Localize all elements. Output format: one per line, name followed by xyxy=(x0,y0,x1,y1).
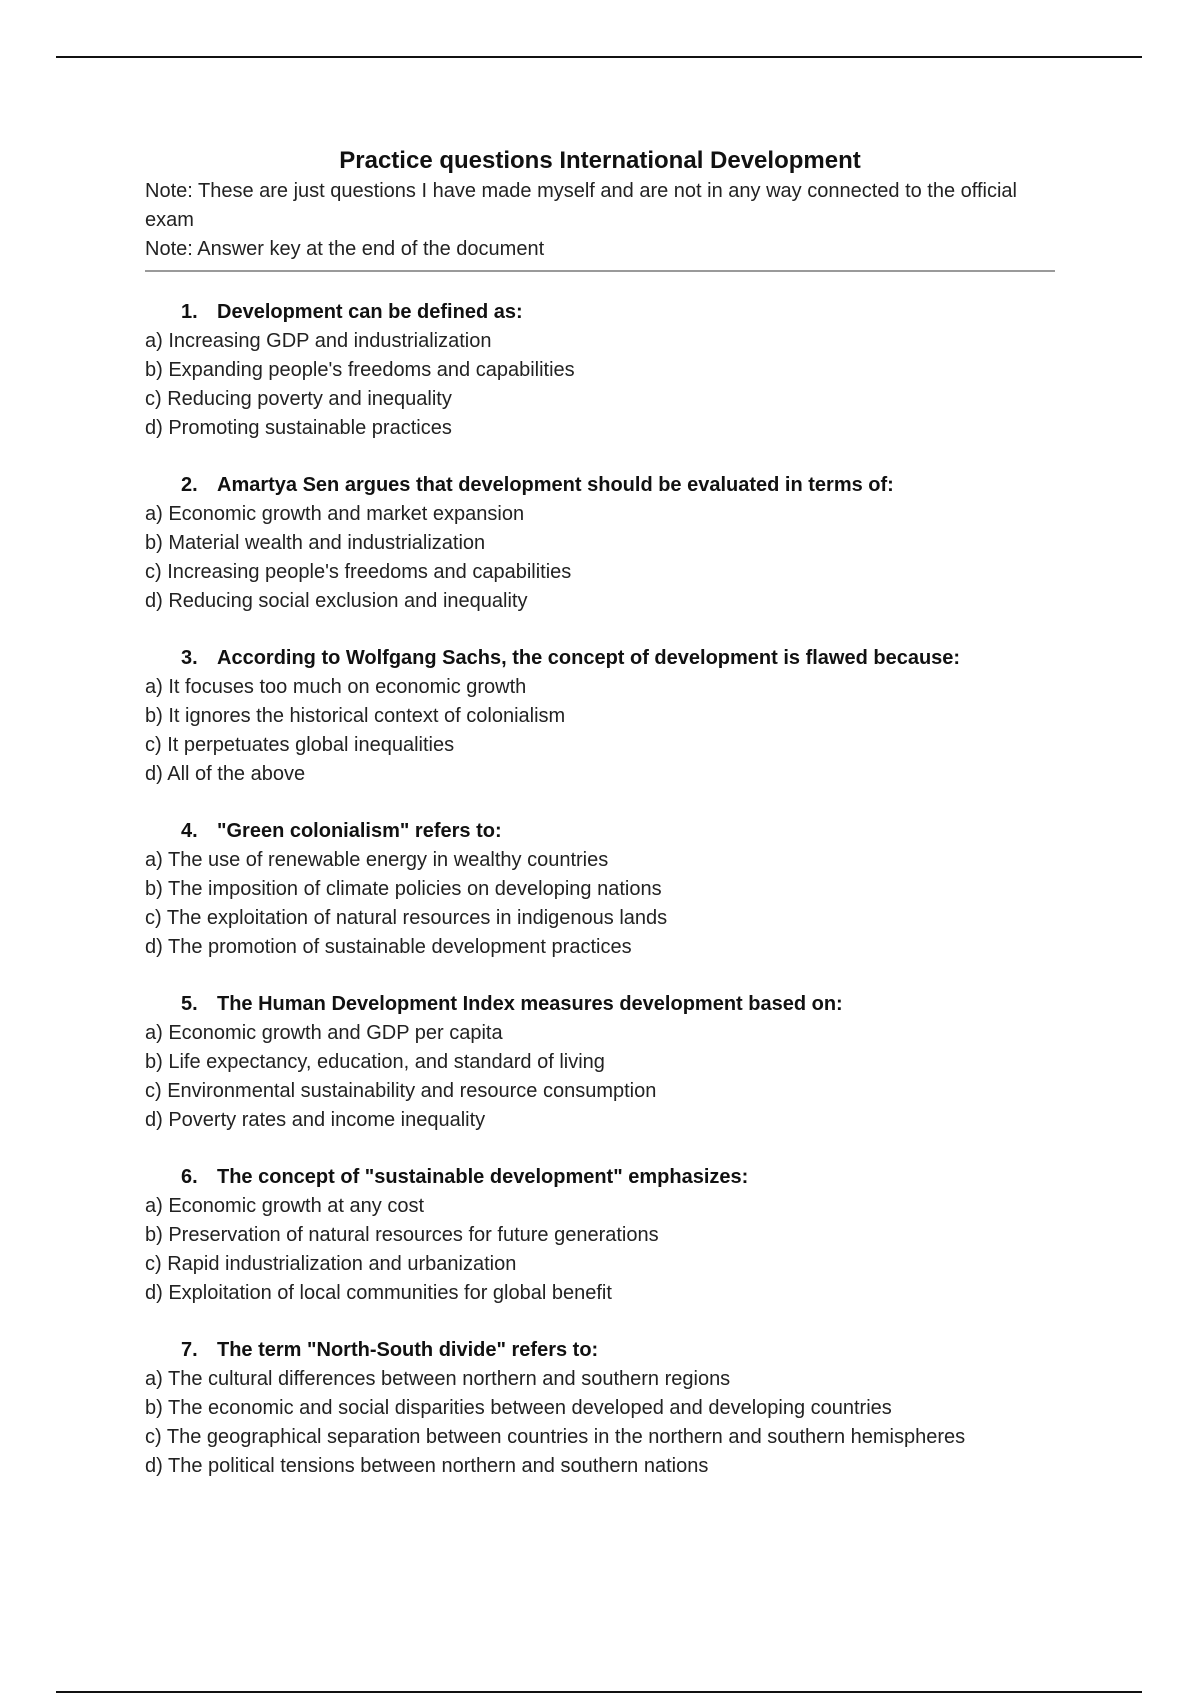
question-number: 7. xyxy=(181,1339,198,1361)
answer-option-d: d) The political tensions between northern and southern nations xyxy=(145,1455,709,1477)
question-heading xyxy=(145,990,1055,1019)
question-heading xyxy=(145,471,1055,500)
page-top-rule xyxy=(56,56,1142,58)
question-text: Amartya Sen argues that development should be evaluated in terms of: xyxy=(217,474,894,496)
note-answer-key: Note: Answer key at the end of the document xyxy=(145,238,545,260)
answer-option-d: d) All of the above xyxy=(145,763,306,785)
question-2 xyxy=(145,471,1055,616)
answer-option-c: c) Increasing people's freedoms and capabilities xyxy=(145,561,572,583)
answer-option-a: a) Economic growth at any cost xyxy=(145,1195,425,1217)
question-text: According to Wolfgang Sachs, the concept of development is flawed because: xyxy=(217,647,961,669)
question-number: 4. xyxy=(181,820,198,842)
question-heading xyxy=(145,298,1055,327)
document-title: Practice questions International Development xyxy=(339,147,861,174)
question-text: The Human Development Index measures development based on: xyxy=(217,993,843,1015)
answer-option-b: b) It ignores the historical context of colonialism xyxy=(145,705,566,727)
question-heading xyxy=(145,817,1055,846)
question-text: The term "North-South divide" refers to: xyxy=(217,1339,599,1361)
question-text: The concept of "sustainable development" emphasizes: xyxy=(217,1166,749,1188)
answer-option-d: d) Poverty rates and income inequality xyxy=(145,1109,486,1131)
answer-option-c: c) Environmental sustainability and resource consumption xyxy=(145,1080,657,1102)
answer-option-d: d) Reducing social exclusion and inequality xyxy=(145,590,528,612)
answer-option-d: d) The promotion of sustainable development practices xyxy=(145,936,632,958)
question-4 xyxy=(145,817,1055,962)
answer-option-c: c) The geographical separation between countries in the northern and southern hemispheres xyxy=(145,1426,966,1448)
question-number: 1. xyxy=(181,301,198,323)
document-body xyxy=(145,145,1055,1509)
question-number: 3. xyxy=(181,647,198,669)
answer-option-c: c) Reducing poverty and inequality xyxy=(145,388,452,410)
answer-option-d: d) Promoting sustainable practices xyxy=(145,417,452,439)
answer-option-a: a) It focuses too much on economic growth xyxy=(145,676,527,698)
answer-option-a: a) Economic growth and GDP per capita xyxy=(145,1022,503,1044)
answer-option-c: c) Rapid industrialization and urbanization xyxy=(145,1253,517,1275)
note-disclaimer: Note: These are just questions I have made myself and are not in any way connected to the official exam xyxy=(145,180,1017,231)
answer-option-a: a) Increasing GDP and industrialization xyxy=(145,330,492,352)
answer-option-b: b) The economic and social disparities between developed and developing countries xyxy=(145,1397,892,1419)
answer-option-d: d) Exploitation of local communities for global benefit xyxy=(145,1282,612,1304)
question-7 xyxy=(145,1336,1055,1481)
answer-option-a: a) The use of renewable energy in wealthy countries xyxy=(145,849,609,871)
answer-option-b: b) The imposition of climate policies on developing nations xyxy=(145,878,662,900)
question-heading xyxy=(145,644,1055,673)
answer-option-a: a) Economic growth and market expansion xyxy=(145,503,525,525)
answer-option-a: a) The cultural differences between northern and southern regions xyxy=(145,1368,731,1390)
question-number: 6. xyxy=(181,1166,198,1188)
question-1 xyxy=(145,298,1055,443)
question-6 xyxy=(145,1163,1055,1308)
answer-option-b: b) Material wealth and industrialization xyxy=(145,532,486,554)
question-5 xyxy=(145,990,1055,1135)
question-number: 2. xyxy=(181,474,198,496)
answer-option-c: c) It perpetuates global inequalities xyxy=(145,734,455,756)
page-bottom-rule xyxy=(56,1691,1142,1693)
answer-option-b: b) Preservation of natural resources for future generations xyxy=(145,1224,659,1246)
header-divider xyxy=(145,270,1055,272)
answer-option-b: b) Expanding people's freedoms and capabilities xyxy=(145,359,575,381)
question-heading xyxy=(145,1163,1055,1192)
question-heading xyxy=(145,1336,1055,1365)
question-text: "Green colonialism" refers to: xyxy=(217,820,502,842)
question-number: 5. xyxy=(181,993,198,1015)
answer-option-c: c) The exploitation of natural resources in indigenous lands xyxy=(145,907,668,929)
answer-option-b: b) Life expectancy, education, and standard of living xyxy=(145,1051,605,1073)
question-text: Development can be defined as: xyxy=(217,301,523,323)
question-3 xyxy=(145,644,1055,789)
